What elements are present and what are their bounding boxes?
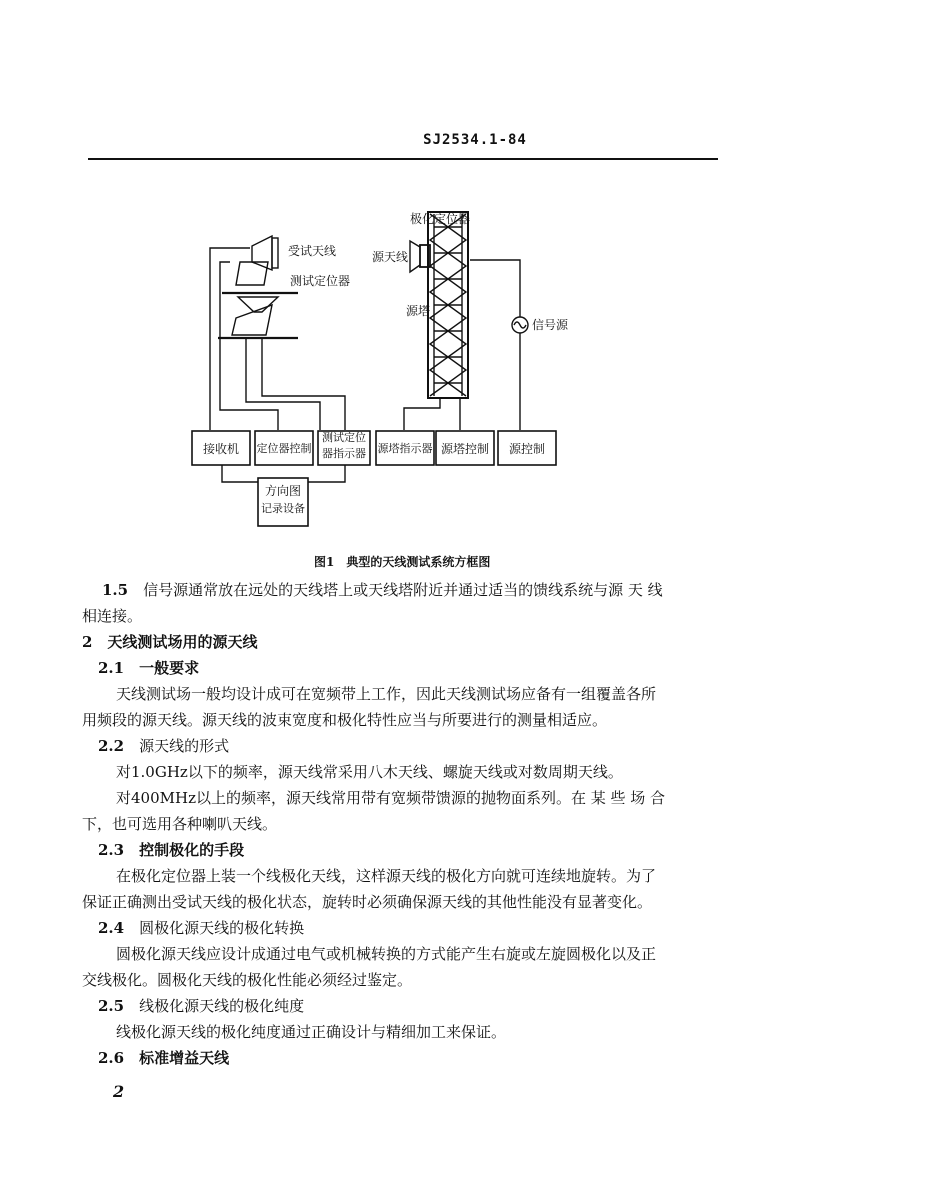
section-title: 一般要求 [139,659,200,677]
receiver-label: 接收机 [202,442,239,456]
section-2-1 [82,655,722,733]
figure-caption: 图1 典型的天线测试系统方框图 [314,555,491,569]
section-2-title: 2 天线测试场用的源天线 [82,633,258,651]
section-1-5 [82,577,722,629]
antenna-under-test-icon [252,236,272,270]
section-title: 线极化源天线的极化纯度 [139,997,305,1015]
paragraph-text: 对400MHz以上的频率，源天线常用带有宽频带馈源的抛物面系列。在 某 些 场 合 [116,789,666,807]
section-2-3 [82,837,722,915]
label-antenna-under-test: 受试天线 [288,244,337,258]
section-number: 2.2 [98,737,125,755]
section-number: 1.5 [102,581,129,599]
label-signal-source: 信号源 [532,318,569,332]
positioner-control-label: 定位器控制 [256,442,312,455]
label-source-tower: 源塔 [406,304,431,318]
block-diagram [0,0,950,560]
tower-control-label: 源塔控制 [440,442,489,456]
recorder-label-1: 方向图 [264,484,301,498]
paragraph-text: 保证正确测出受试天线的极化状态，旋转时必须确保源天线的其他性能没有显著变化。 [82,893,653,911]
paragraph-text: 天线测试场一般均设计成可在宽频带上工作，因此天线测试场应备有一组覆盖各所 [116,685,657,703]
section-2-6 [82,1045,722,1071]
document-number: SJ2534.1-84 [423,132,527,148]
test-positioner-icon [236,262,268,285]
paragraph-text: 信号源通常放在远处的天线塔上或天线塔附近并通过适当的馈线系统与源 天 线 [143,581,663,599]
section-number: 2.4 [98,919,125,937]
paragraph-text: 在极化定位器上装一个线极化天线，这样源天线的极化方向就可连续地旋转。为了 [116,867,657,885]
recorder-label-2: 记录设备 [261,502,305,515]
section-number: 2.1 [98,659,125,677]
paragraph-text: 对1.0GHz以下的频率，源天线常采用八木天线、螺旋天线或对数周期天线。 [116,763,623,781]
section-title: 源天线的形式 [139,737,230,755]
paragraph-text: 线极化源天线的极化纯度通过正确设计与精细加工来保证。 [116,1023,507,1041]
paragraph-text: 下，也可选用各种喇叭天线。 [82,815,278,833]
section-title: 圆极化源天线的极化转换 [139,919,305,937]
section-number: 2.5 [98,997,125,1015]
label-polarization-positioner: 极化定位器 [410,212,471,226]
section-2-5 [82,993,722,1045]
section-2-4 [82,915,722,993]
label-source-antenna: 源天线 [372,250,409,264]
source-control-label: 源控制 [508,442,545,456]
section-number: 2.6 [98,1049,125,1067]
indicator-label-1: 测试定位 [322,431,366,444]
tower-indicator-label: 源塔指示器 [377,442,433,455]
section-2-2 [82,733,722,837]
section-title: 标准增益天线 [139,1049,230,1067]
section-number: 2.3 [98,841,125,859]
page-number: 2 [113,1082,125,1101]
indicator-label-2: 器指示器 [322,447,366,460]
paragraph-text: 相连接。 [82,607,143,625]
section-title: 控制极化的手段 [139,841,245,859]
paragraph-text: 交线极化。圆极化天线的极化性能必须经过鉴定。 [82,971,413,989]
paragraph-text: 用频段的源天线。源天线的波束宽度和极化特性应当与所要进行的测量相适应。 [82,711,608,729]
label-test-positioner: 测试定位器 [290,274,351,288]
paragraph-text: 圆极化源天线应设计成通过电气或机械转换的方式能产生右旋或左旋圆极化以及正 [116,945,657,963]
